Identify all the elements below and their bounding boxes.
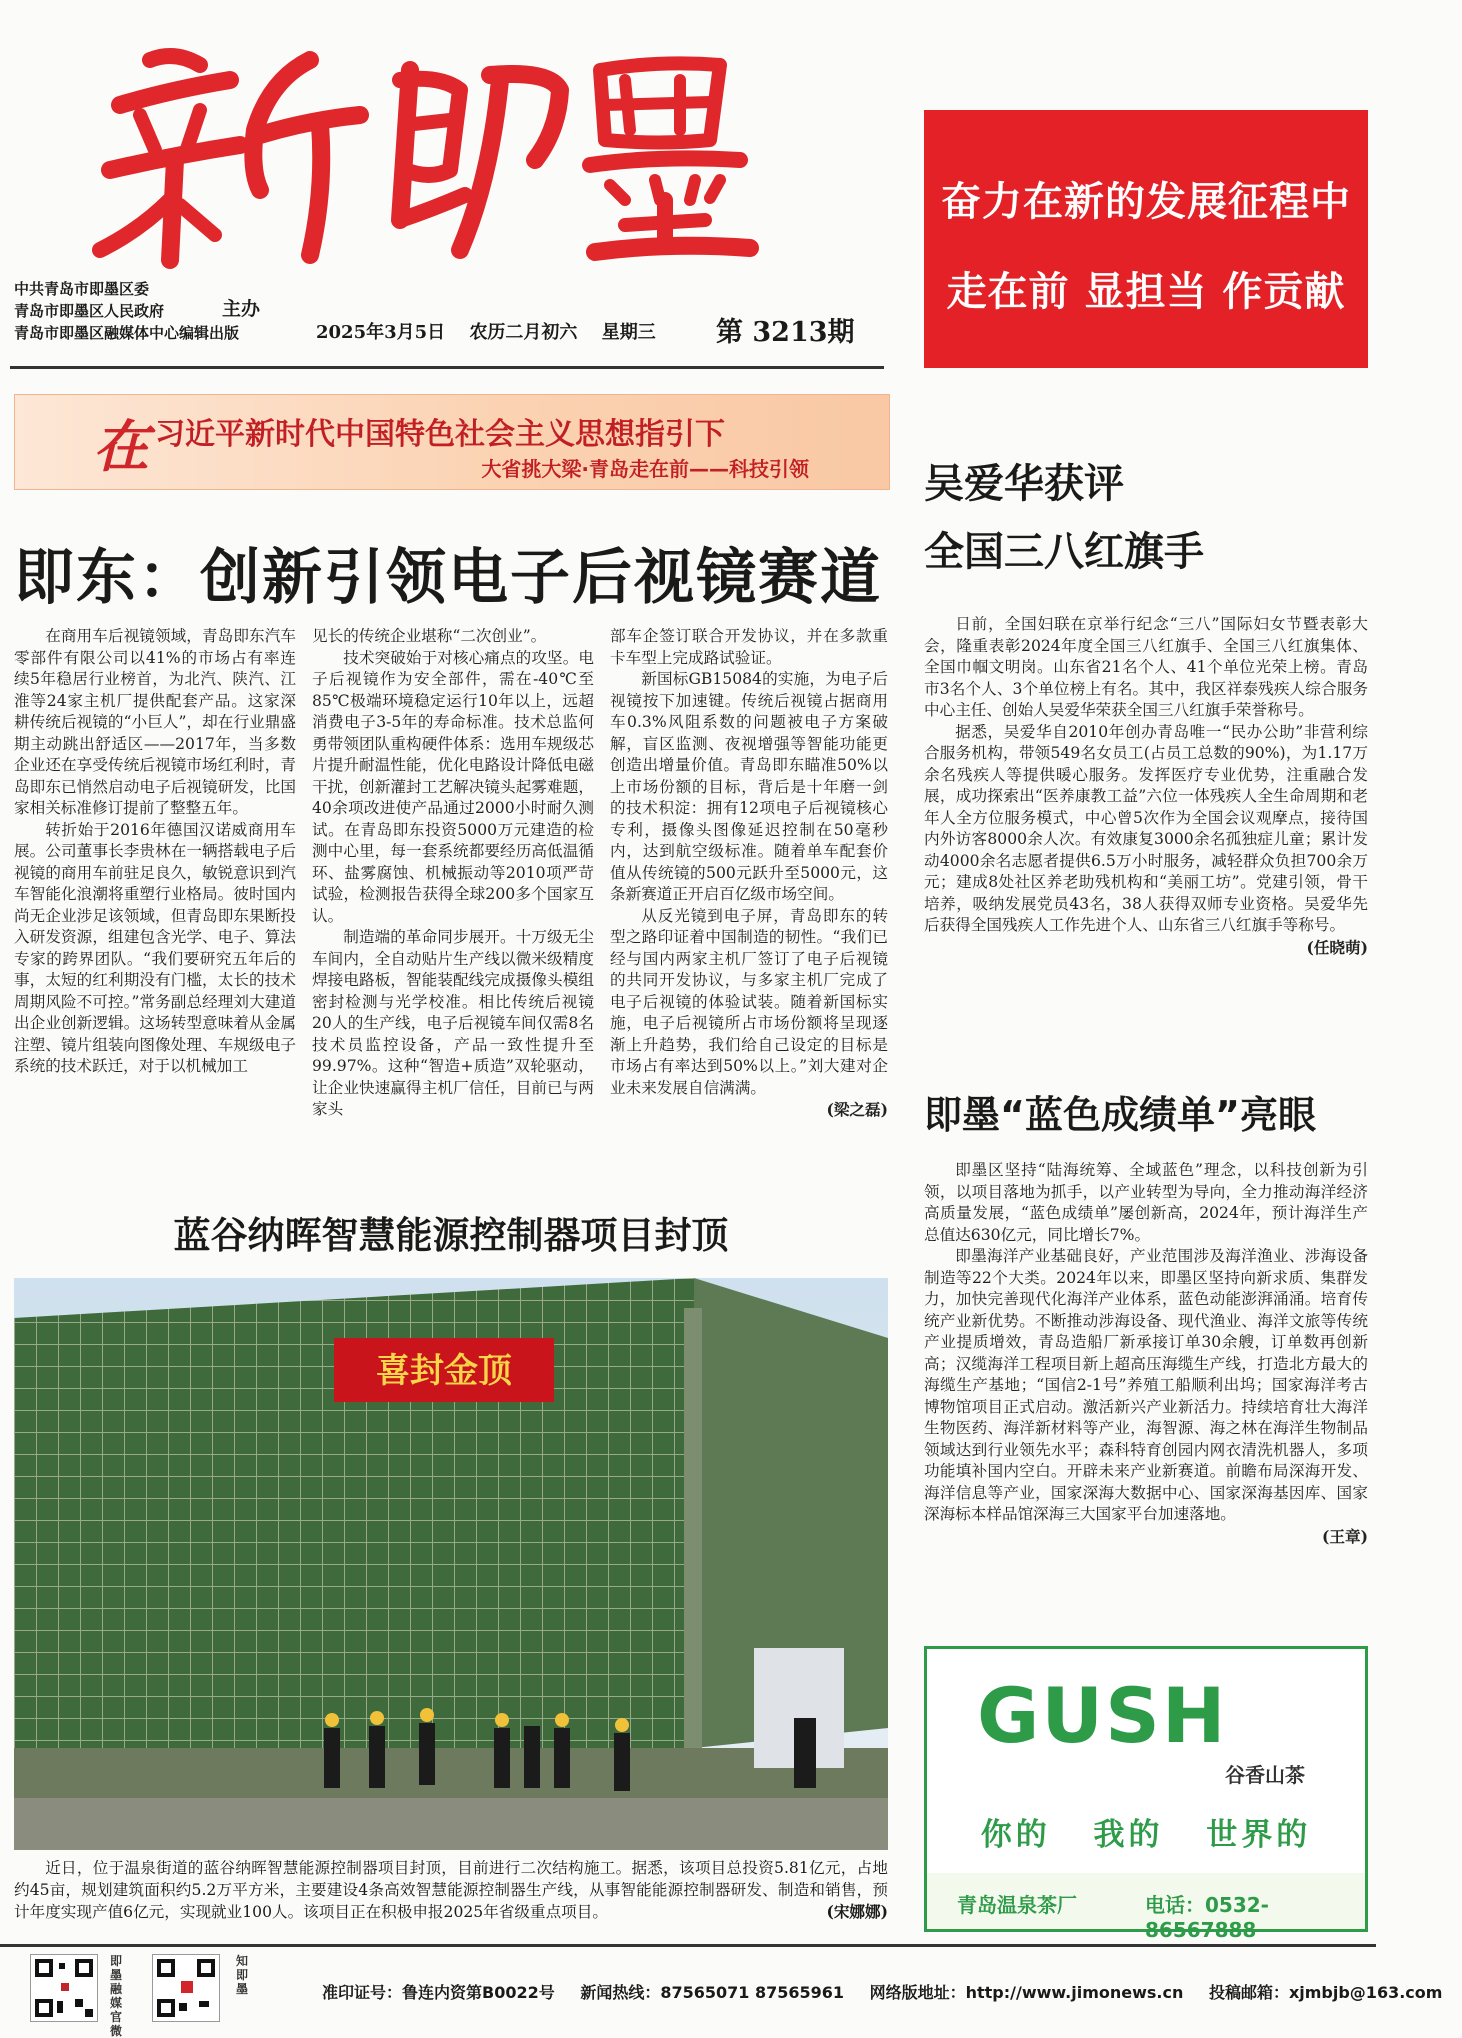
paragraph: 见长的传统企业堪称“二次创业”。: [312, 627, 547, 645]
footer-info: [322, 1980, 1462, 2003]
masthead-logo: [80, 20, 760, 270]
qr2-label: 知即墨: [236, 1954, 249, 1996]
ad-brand-cn: 谷香山茶: [1225, 1763, 1305, 1787]
ad-tagline-2: 我的: [1093, 1817, 1164, 1853]
main-article-col2: [312, 626, 594, 1121]
paragraph: 新国标GB15084的实施，为电子后视镜按下加速键。传统后视镜占据商用车0.3%风阻系数的问题被电子方案破解，盲区监测、夜视增强等智能功能更创造出增量价值。青岛即东瞄准50%以上市场份额的目标，背后是十年磨一剑的技术积淀：拥有12项电子后视镜核心专利，摄像头图像延迟控制在50毫秒内，达到航空级标准。随着单车配套价值从传统镜的500元跃升至5000元，这条新赛道正开启百亿级市场空间。: [610, 670, 888, 903]
slogan-line-2: 走在前 显担当 作贡献: [946, 269, 1346, 315]
paragraph: 技术突破始于对核心痛点的攻坚。电子后视镜作为安全部件，需在-40℃至85℃极端环境稳定运行10年以上，远超消费电子3-5年的寿命标准。技术总监何勇带领团队重构硬件体系：选用车规级芯片提升耐温性能，优化电路设计降低电磁干扰，创新灌封工艺解决镜头起雾难题，40余项改进使产品通过2000小时耐久测试。在青岛即东投资5000万元建造的检测中心里，每一套系统都要经历高低温循环、盐雾腐蚀、机械振动等2010项严苛试验，检测报告获得全球200多个国家互认。: [312, 648, 594, 925]
website-link[interactable]: 网络版地址：http://www.jimonews.cn: [869, 1983, 1184, 2002]
banner-zai: 在: [93, 414, 149, 480]
qr-code-icon[interactable]: [152, 1954, 220, 2022]
paragraph: 日前，全国妇联在京举行纪念“三八”国际妇女节暨表彰大会，隆重表彰2024年度全国三八红旗手、全国三八红旗集体、全国巾帼文明岗。山东省21名个人、41个单位光荣上榜。青岛市3名个人、3个单位榜上有名。其中，我区祥泰残疾人综合服务中心主任、创始人吴爱华荣获全国三八红旗手荣誉称号。: [924, 615, 1368, 719]
paragraph: 据悉，吴爱华自2010年创办青岛唯一“民办公助”非营利综合服务机构，带领549名女员工(占员工总数的90%)，为1.17万余名残疾人等提供暖心服务。发挥医疗专业优势，注重融合发展，成功探索出“医养康教工益”六位一体残疾人全生命周期和老年人全方位服务模式，中心曾5次作为全国会议观摩点，接待国内外访客8000余人次。有效康复3000余名孤独症儿童；累计发动4000余名志愿者提供6.5万小时服务，减轻群众负担700余万元；建成8处社区养老助残机构和“美丽工坊”。党建引领，骨干培养，吸纳发展党员43名，38人获得双师专业资格。吴爱华先后获得全国残疾人工作先进个人、山东省三八红旗手等称号。: [924, 722, 1368, 934]
footer-divider: [0, 1944, 1376, 1947]
masthead-divider: [10, 366, 884, 369]
ad-phone: 电话：0532-86567888: [1145, 1893, 1269, 1942]
construction-photo: [14, 1278, 888, 1850]
side-article1-headline-1[interactable]: 吴爱华获评: [924, 461, 1124, 507]
permit-number: 准印证号：鲁连内资第B0022号: [322, 1983, 555, 2002]
dateline: [316, 318, 674, 344]
side-article1-body: [924, 614, 1368, 958]
theme-banner: [14, 394, 890, 490]
publisher-government: 青岛市即墨区人民政府: [14, 302, 165, 320]
ad-brand-logo: GUSH: [977, 1671, 1228, 1760]
side-article2-headline[interactable]: 即墨“蓝色成绩单”亮眼: [924, 1093, 1316, 1137]
ad-tagline-1: 你的: [980, 1817, 1051, 1853]
main-article-col1: [14, 626, 296, 1078]
paragraph: 制造端的革命同步展开。十万级无尘车间内，全自动贴片生产线以微米级精度焊接电路板，智能装配线完成摄像头模组密封检测与光学校准。相比传统后视镜20人的生产线，电子后视镜车间仅需8名技术员监控设备，产品一致性提升至99.97%。这种“智造+质造”双轮驱动，让企业快速赢得主机厂信任，目前已与两家头: [312, 928, 594, 1118]
main-article-col3: [610, 626, 888, 1121]
photo-caption: [14, 1857, 888, 1923]
paragraph: 从反光镜到电子屏，青岛即东的转型之路印证着中国制造的韧性。“我们已经与国内两家主机厂签订了电子后视镜的共同开发协议，与多家主机厂完成了电子后视镜的体验试装。随着新国标实施，电子后视镜所占市场份额将呈现逐渐上升趋势，我们给自己设定的目标是市场占有率达到50%以上。”刘大建对企业未来发展自信满满。: [610, 906, 888, 1097]
publisher-media-center: 青岛市即墨区融媒体中心编辑出版: [14, 324, 240, 342]
issue-number: 第 3213期: [716, 317, 855, 348]
publisher-party: 中共青岛市即墨区委: [14, 280, 150, 298]
news-hotline: 新闻热线：87565071 87565961: [580, 1983, 845, 2002]
qr1-label: 即墨融媒官微: [110, 1954, 123, 2038]
side-article1-byline: (任晓萌): [1306, 937, 1368, 957]
publisher-list: [14, 278, 239, 344]
side-article2-body: [924, 1160, 1368, 1547]
side-article1-headline-2[interactable]: 全国三八红旗手: [924, 529, 1204, 575]
slogan-box: [924, 110, 1368, 368]
paragraph: 部车企签订联合开发协议，并在多款重卡车型上完成路试验证。: [610, 627, 888, 667]
email-link[interactable]: 投稿邮箱：xjmbjb@163.com: [1208, 1983, 1443, 2002]
side-article2-byline: (王章): [1322, 1526, 1368, 1546]
banner-sign: 喜封金顶: [376, 1351, 512, 1391]
main-article-byline: (梁之磊): [826, 1100, 888, 1119]
ad-tagline: [927, 1809, 1365, 1854]
photo-article-headline[interactable]: 蓝谷纳晖智慧能源控制器项目封顶: [173, 1214, 729, 1257]
paragraph: 即墨海洋产业基础良好，产业范围涉及海洋渔业、涉海设备制造等22个大类。2024年以来，即墨区坚持向新求质、集群发力，加快完善现代化海洋产业体系，蓝色动能澎湃涌涌。培育传统产业新优势。不断推动涉海设备、现代渔业、海洋文旅等传统产业提质增效，青岛造船厂新承接订单30余艘，订单数再创新高；汉缆海洋工程项目新上超高压海缆生产线，打造北方最大的海缆生产基地；“国信2-1号”养殖工船顺利出坞；国家海洋考古博物馆项目正式启动。激活新兴产业新活力。持续培育壮大海洋生物医药、海洋新材料等产业，海智源、海之林在海洋生物制品领域达到行业领先水平；森科特育创园内网衣清洗机器人，多项功能填补国内空白。开辟未来产业新赛道。前瞻布局深海开发、海洋信息等产业，国家深海大数据中心、国家深海基因库、国家深海标本样品馆深海三大国家平台加速落地。: [924, 1247, 1368, 1523]
issue-date: 2025年3月5日: [316, 322, 446, 343]
ad-footer: [927, 1873, 1365, 1942]
photo-byline: (宋娜娜): [826, 1902, 888, 1921]
ad-company: 青岛温泉茶厂: [957, 1893, 1077, 1917]
slogan-line-1: 奋力在新的发展征程中: [941, 179, 1351, 225]
paragraph: 转折始于2016年德国汉诺威商用车展。公司董事长李贵林在一辆搭载电子后视镜的商用车前驻足良久，敏锐意识到汽车智能化浪潮将重塑行业格局。彼时国内尚无企业涉足该领域，但青岛即东果断投入研发资源，组建包含光学、电子、算法专家的跨界团队。“我们要研究五年后的事，太短的红利期没有门槛，太长的技术周期风险不可控。”常务副总经理刘大建道出企业创新逻辑。这场转型意味着从金属注塑、镜片组装向图像处理、车规级电子系统的技术跃迁，对于以机械加工: [14, 820, 296, 1075]
ad-tagline-3: 世界的: [1206, 1817, 1312, 1853]
sponsor-label: 主办: [222, 298, 261, 320]
tea-advertisement[interactable]: [924, 1646, 1368, 1942]
qr-code-icon[interactable]: [30, 1954, 98, 2022]
banner-subtitle: 大省挑大梁·青岛走在前——科技引领: [481, 457, 809, 481]
lunar-date: 农历二月初六: [469, 322, 578, 343]
main-headline[interactable]: 即东：创新引领电子后视镜赛道: [14, 543, 882, 613]
caption-text: 近日，位于温泉街道的蓝谷纳晖智慧能源控制器项目封顶，目前进行二次结构施工。据悉，该项目总投资5.81亿元，占地约45亩，规划建筑面积约5.2万平方米，主要建设4条高效智慧能源控制器生产线，从事智能能源控制器研发、制造和销售，预计年度实现产值6亿元，实现就业100人。该项目正在积极申报2025年省级重点项目。: [14, 1859, 888, 1921]
weekday: 星期三: [601, 322, 656, 343]
paragraph: 即墨区坚持“陆海统筹、全域蓝色”理念，以科技创新为引领，以项目落地为抓手，以产业转型为导向，全力推动海洋经济高质量发展，“蓝色成绩单”屡创新高，2024年，预计海洋生产总值达630亿元，同比增长7%。: [924, 1161, 1368, 1244]
paragraph: 在商用车后视镜领域，青岛即东汽车零部件有限公司以41%的市场占有率连续5年稳居行业榜首，为北汽、陕汽、江淮等24家主机厂提供配套产品。这家深耕传统后视镜的“小巨人”，却在行业鼎盛期主动跳出舒适区——2017年，当多数企业还在享受传统后视镜市场红利时，青岛即东已悄然启动电子后视镜研发，比国家相关标准修订提前了整整五年。: [14, 627, 296, 817]
banner-title: 习近平新时代中国特色社会主义思想指引下: [155, 417, 725, 452]
